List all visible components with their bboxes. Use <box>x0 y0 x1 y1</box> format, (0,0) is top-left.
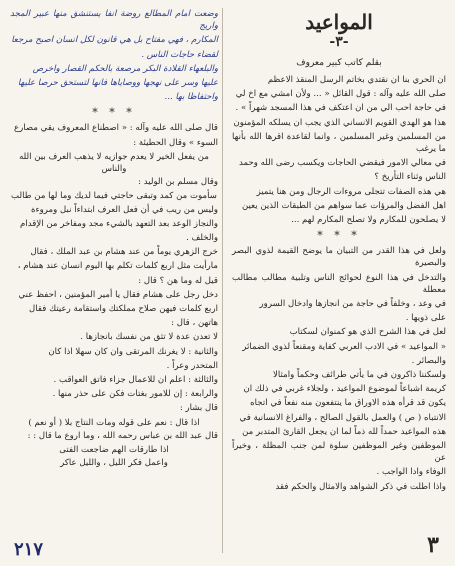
text-line: صلى الله عليه وآله : قول القائل « ... ولأن امشي مع اخ لي <box>235 89 446 100</box>
text-line: في معالي الامور فيقضي الحاجات ويكسب رضى الله وحمد <box>238 158 446 169</box>
text-line: اهل الفضل والمرؤات عما سواهم من الطبقات الذين يعين <box>241 200 446 211</box>
verse-line: من يفعل الخير لا يعدم جوازيه لا يذهب العرف بين الله والناس <box>19 151 209 175</box>
page-number-left: ٢١٧ <box>14 539 44 560</box>
text-line: لعل في هذا الشرح الذي هو كمنوان لسكتاب <box>289 327 446 338</box>
article-part-number: -٣- <box>329 34 349 50</box>
text-line: والنجاز الوعد بعد التعهد بالشيء مجد ومفاخر من الإقدام <box>20 218 218 229</box>
text-line: والخلف . <box>186 233 218 244</box>
left-page-column <box>10 8 218 471</box>
handwritten-line: عليها وسر على نهجها ووصاياها فانها لتستحق حرصا عليها <box>17 78 218 89</box>
section-divider: * * * <box>317 229 361 243</box>
text-line: والبصائر . <box>411 355 446 366</box>
text-line: في وعد ، وخلفاً في حاجة من انجازها وادخال السرور <box>259 299 446 310</box>
text-line: الموظفين وغير الموظفين سلوة لمن جنب المظلة ، وخيراً عن <box>232 441 446 464</box>
text-line: وقال مسلم بن الوليد : <box>138 177 218 188</box>
text-line: من المسلمين وغير المسلمين ، وانما لقاعدة اقرها الله بأنها ما يرغب <box>232 131 446 155</box>
text-line: وليس من ريب في أن فعل العرف ابتداءاً نبل ومروءة <box>31 204 218 215</box>
handwritten-line: والبلعهاء القلادة البكر مرصعة بالحكم القصار واخرص <box>32 63 218 74</box>
text-line: واذا اطلت في ذكر الشواهد والامثال والحكم فقد <box>275 481 446 492</box>
text-line: والثالثة : اعلم ان للاعمال جزاء فاتق العواقب . <box>53 375 218 386</box>
text-line: السوء » وقال الحطيئة : <box>133 137 218 148</box>
article-title: المواعيد <box>305 10 373 34</box>
text-line: قال بشار : <box>179 403 218 414</box>
handwritten-line: المكارم ، فهي مفتاح بل هي قانون لكل انسان اصبح مرجعا <box>11 35 218 46</box>
right-body-text <box>232 74 446 493</box>
handwritten-line: واحتفاظا بها ... <box>164 92 218 103</box>
verse-line: اذا طارقات الهم ضاجعت الفتى <box>59 445 169 456</box>
text-line: كريمة اشباعاً لموضوع المواعيد ، ولجلاء غربي في ذلك ان <box>243 384 446 395</box>
text-line: اربع كلمات فيهن صلاح مملكتك واستقامة رعيتك فقال <box>29 304 218 315</box>
verse-line: اذا قال : نعم على قوله ومات النتاج بلا ( أو نعم ) <box>28 417 200 428</box>
text-line: مارأيت مثل اربع كلمات تكلم بها اليوم انسان عند هشام ، <box>17 261 218 272</box>
section-divider: * * * <box>92 106 136 120</box>
text-line: لا يصلحون للمكارم ولا تصلح المكارم لهم ... <box>291 215 446 226</box>
handwritten-line: وضعت امام المطالع روضة انفا يستنشق منها عبير المجد واريج <box>10 9 218 32</box>
handwritten-note <box>10 8 218 103</box>
text-line: على ذويها . <box>405 313 446 324</box>
text-line: الانتباه ( ص ) والعمل بالقول الصالح ، والفراغ الانسانية في <box>239 412 446 423</box>
text-line: الوفاء وادا الواجب . <box>376 467 446 478</box>
text-line: المتحدر وعراً . <box>166 360 218 371</box>
text-line: والرابعة : إن للامور بغتات فكن على حذر منها . <box>52 389 218 400</box>
page-number-right: ٣ <box>427 532 439 558</box>
text-line: والتدخل في هذا النوع لحوائج الناس وتلبية مطالب مطالب معطلة <box>232 272 446 295</box>
text-line: هذه المواعيد حمداً لله ذماً لما ان يجعل القارئ المتدبر من <box>242 426 446 437</box>
text-line: قيل له وما هن ؟ قال : <box>138 275 218 286</box>
article-header <box>232 10 446 50</box>
text-line: قال عبد الله بن عباس رحمه الله ، وما اروع ما قال : : <box>27 430 218 441</box>
text-line: لا تعدن عدة لا تثق من نفسك بانجازها . <box>80 332 218 343</box>
text-line: ان الحري بنا ان نقتدي بخاتم الرسل المنقذ الاعظم <box>267 75 446 85</box>
verse-line: سأموت من كمد وتبقى حاجتي فيما لديك وما لها من طالب <box>11 191 217 202</box>
text-line: قال صلى الله عليه وآله : « اصطناع المعروف يقي مصارع <box>14 123 218 134</box>
handwritten-line: لقضاء حاجات الناس . <box>141 49 218 60</box>
page-gutter <box>222 8 223 553</box>
text-line: ولسكننا ذاكرون في ما يأتي طرائف وحكماً وامثالا <box>273 370 446 381</box>
left-body-text <box>10 122 218 469</box>
text-line: « المواعيد » في الادب العربي كفاية ومقنعاً لذوي الضمائر <box>242 341 446 352</box>
text-line: هاتهن ، قال : <box>171 318 218 329</box>
text-line: هذا هو الهدي القويم الانساني الذي يجب ان يسلكه المؤمنون <box>233 117 446 128</box>
article-byline: بقلم كاتب كبير معروف <box>296 58 382 68</box>
text-line: يكون قد قرأه هذه الاوراق ما ينتفعون منه نفعاً في اتجاه <box>250 398 446 409</box>
text-line: خرج الزهري يوماً من عند هشام بن عبد الملك ، فقال <box>30 247 218 258</box>
text-line: الناس وثناء التأريخ ؟ <box>374 172 446 183</box>
text-line: ولعل في هذا القدر من التبيان ما يوضح القيمة لذوي البصر والبصيرة <box>232 246 446 269</box>
text-line: هي هذه الصفات تتجلى مروءات الرجال ومن هنا يتميز <box>256 186 446 197</box>
text-line: في حاجة احب الي من ان اعتكف في هذا المسجد شهراً » . <box>235 103 446 114</box>
right-page-column <box>232 8 446 495</box>
verse-line: واعمل فكر الليل ، والليل عاكر <box>60 458 168 469</box>
text-line: دخل رجل على هشام فقال يا أمير المؤمنين ، احفظ عني <box>18 289 218 300</box>
text-line: والثانية : لا يغرنك المرتقى وان كان سهلا اذا كان <box>48 346 218 357</box>
